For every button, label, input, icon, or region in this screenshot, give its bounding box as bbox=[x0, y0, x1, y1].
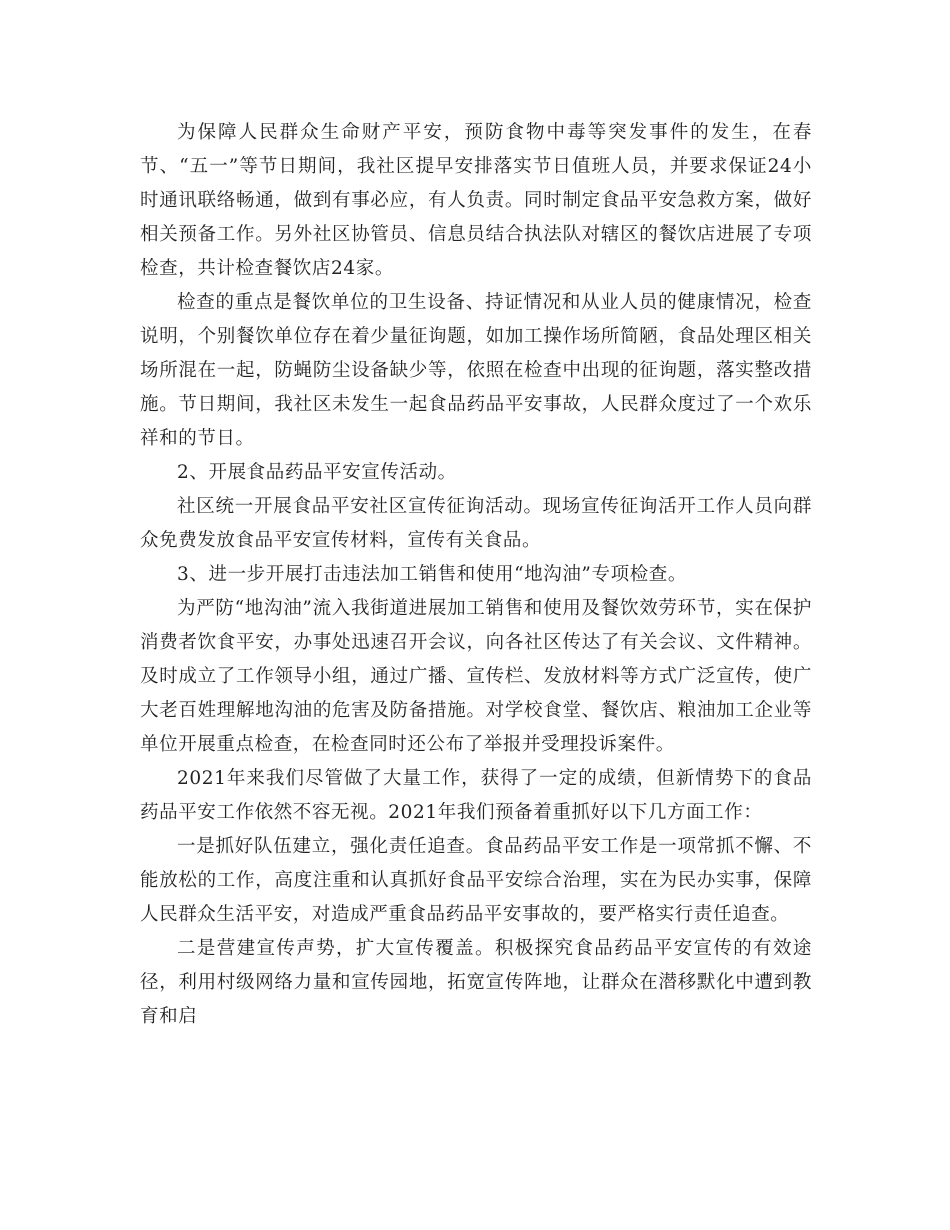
paragraph-publicity-coverage: 二是营建宣传声势，扩大宣传覆盖。积极探究食品药品平安宣传的有效途径，利用村级网络力量和宣传园地，拓宽宣传阵地，让群众在潜移默化中遭到教育和启 bbox=[140, 938, 812, 1027]
heading-gutter-oil-inspection: 3、进一步开展打击违法加工销售和使用“地沟油”专项检查。 bbox=[177, 564, 687, 585]
heading-publicity-activity: 2、开展食品药品平安宣传活动。 bbox=[177, 462, 457, 483]
paragraph-inspection-focus: 检查的重点是餐饮单位的卫生设备、持证情况和从业人员的健康情况，检查说明，个别餐饮单位存在着少量征询题，如加工操作场所简陋，食品处理区相关场所混在一起，防蝇防尘设备缺少等，依照在检查中出现的征询题，落实整改措施。节日期间，我社区未发生一起食品药品平安事故，人民群众度过了一个欢乐祥和的节日。 bbox=[140, 292, 812, 449]
paragraph-holiday-duty: 为保障人民群众生命财产平安，预防食物中毒等突发事件的发生，在春节、“五一”等节日期间，我社区提早安排落实节日值班人员，并要求保证24小时通讯联络畅通，做到有事必应，有人负责。同时制定食品平安急救方案，做好相关预备工作。另外社区协管员、信息员结合执法队对辖区的餐饮店进展了专项检查，共计检查餐饮店24家。 bbox=[140, 122, 812, 279]
paragraph-team-building: 一是抓好队伍建立，强化责任追查。食品药品平安工作是一项常抓不懈、不能放松的工作，高度注重和认真抓好食品平安综合治理，实在为民办实事，保障人民群众生活平安，对造成严重食品药品平安事故的，要严格实行责任追查。 bbox=[140, 836, 812, 925]
document-body bbox=[140, 116, 812, 1034]
paragraph-community-publicity: 社区统一开展食品平安社区宣传征询活动。现场宣传征询活开工作人员向群众免费发放食品平安宣传材料，宣传有关食品。 bbox=[140, 496, 812, 551]
paragraph-year-summary: 2021年来我们尽管做了大量工作，获得了一定的成绩，但新情势下的食品药品平安工作依然不容无视。2021年我们预备着重抓好以下几方面工作： bbox=[140, 768, 812, 823]
paragraph-gutter-oil-measures: 为严防“地沟油”流入我街道进展加工销售和使用及餐饮效劳环节，实在保护消费者饮食平安，办事处迅速召开会议，向各社区传达了有关会议、文件精神。及时成立了工作领导小组，通过广播、宣传栏、发放材料等方式广泛宣传，使广大老百姓理解地沟油的危害及防备措施。对学校食堂、餐饮店、粮油加工企业等单位开展重点检查，在检查同时还公布了举报并受理投诉案件。 bbox=[140, 598, 812, 755]
